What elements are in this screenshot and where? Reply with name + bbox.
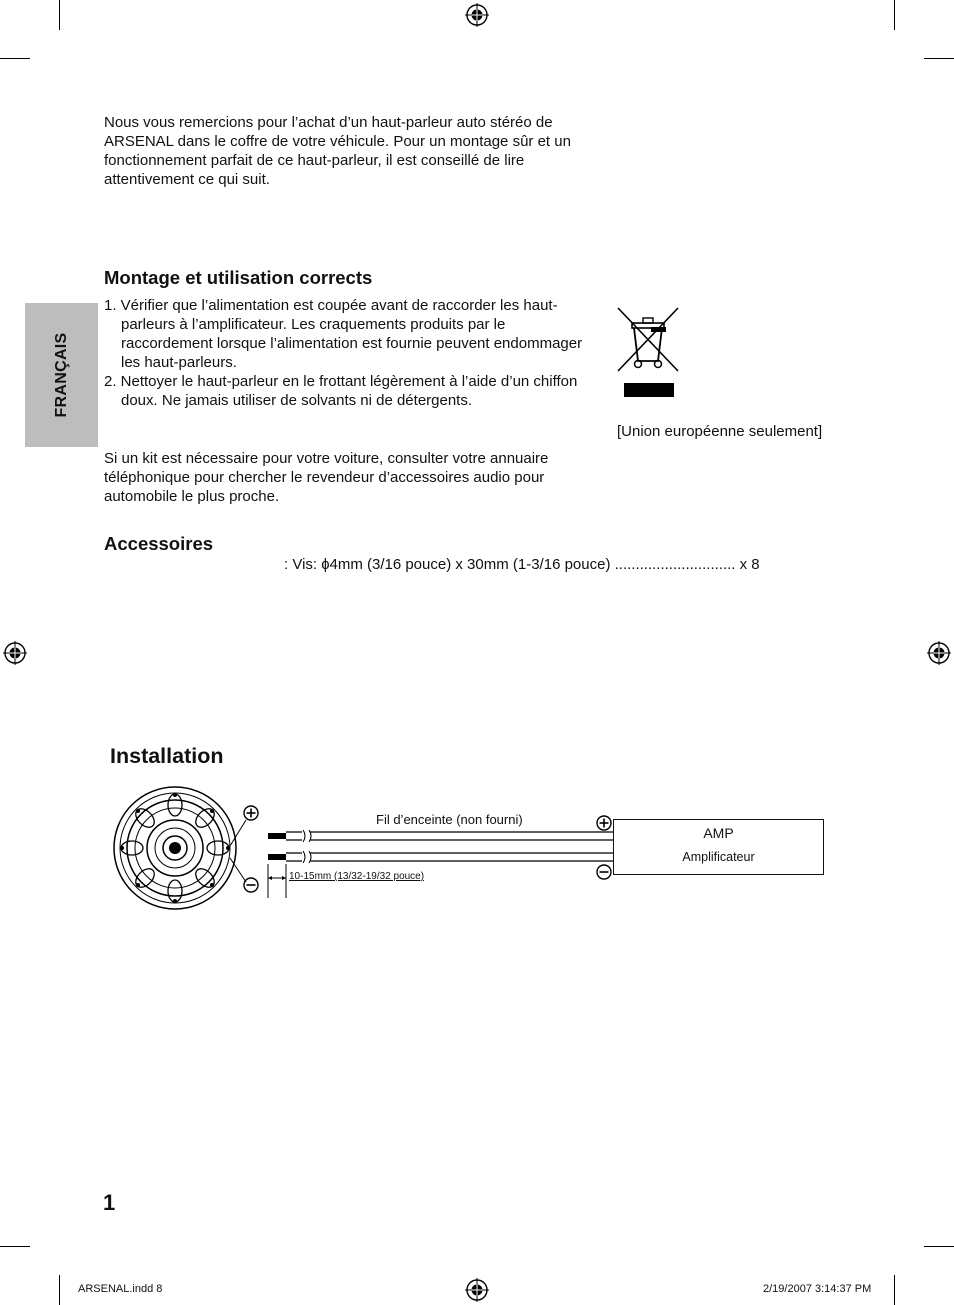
terminal-leader-line [226,818,248,884]
speaker-diagram [112,785,242,915]
language-tab-label: FRANÇAIS [52,332,70,418]
language-tab [25,303,98,447]
montage-heading: Montage et utilisation corrects [104,267,373,288]
montage-list [104,296,594,410]
intro-paragraph: Nous vous remercions pour l’achat d’un haut-parleur auto stéréo de ARSENAL dans le coffre de votre véhicule. Pour un montage sûr et un fonctionnement parfait de ce haut-parleur, il est conseillé de lire attentivement ce qui suit. [104,114,571,188]
crop-mark [894,0,895,30]
crop-mark [924,58,954,59]
kit-paragraph: Si un kit est nécessaire pour votre voiture, consulter votre annuaire téléphonique pour chercher le revendeur d’accessoires audio pour automobile le plus proche. [104,450,549,505]
footer-timestamp: 2/19/2007 3:14:37 PM [763,1283,872,1295]
amplifier-box [613,819,824,875]
amp-title: AMP [703,825,734,841]
crop-mark [924,1246,954,1247]
crop-mark [59,1275,60,1305]
accessoires-heading: Accessoires [104,533,214,554]
amp-subtitle: Amplificateur [682,850,755,864]
amp-minus-terminal-icon [595,863,613,881]
eu-only-label: [Union européenne seulement] [617,423,823,440]
accessory-screws-line: : Vis: ɸ4mm (3/16 pouce) x 30mm (1-3/16 pouce) ............................. x 8 [284,556,760,573]
registration-mark-icon [465,3,489,27]
registration-mark-icon [465,1278,489,1302]
speaker-wire-label: Fil d’enceinte (non fourni) [376,812,523,827]
installation-heading: Installation [110,744,224,768]
list-item: 2. Nettoyer le haut-parleur en le frottant légèrement à l’aide d’un chiffon doux. Ne jamais utiliser de solvants ni de détergents. [104,373,578,409]
registration-mark-icon [3,641,27,665]
crop-mark [59,0,60,30]
footer-filename: ARSENAL.indd 8 [78,1283,163,1295]
crop-mark [0,58,30,59]
crossed-out-bin-icon [615,305,683,399]
amp-plus-terminal-icon [595,814,613,832]
page-number: 1 [103,1190,116,1215]
crop-mark [0,1246,30,1247]
strip-length-dimension [266,864,290,900]
list-item: 1. Vérifier que l’alimentation est coupée avant de raccorder les haut-parleurs à l’amplificateur. Les craquements produits par le raccordement lorsque l’alimentation est fournie peuvent endommager les haut-parleurs. [104,297,583,371]
strip-length-label: 10-15mm (13/32-19/32 pouce) [289,871,425,882]
registration-mark-icon [927,641,951,665]
crop-mark [894,1275,895,1305]
